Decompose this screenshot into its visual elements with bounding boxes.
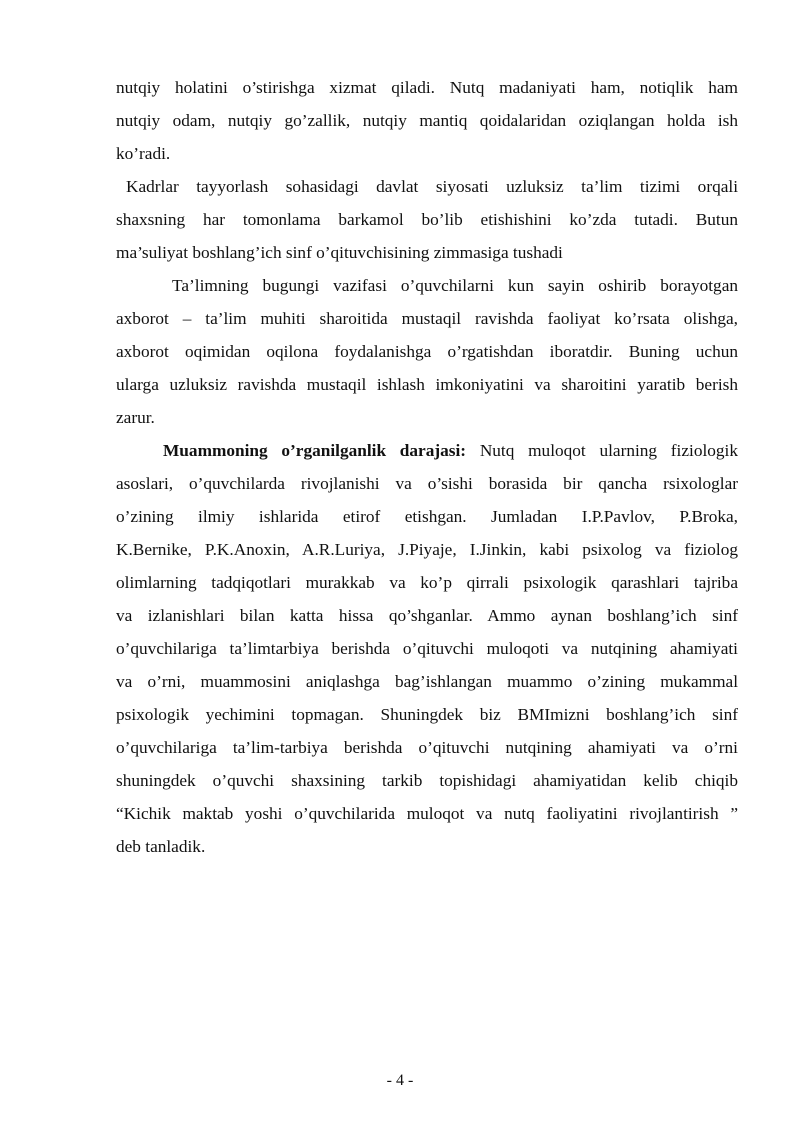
text-line: nutqiy holatini o’stirishga xizmat qiladi. Nutq madaniyati ham, notiqlik ham — [116, 78, 738, 97]
text-line: shaxsning har tomonlama barkamol bo’lib etishishini ko’zda tutadi. Butun — [116, 210, 738, 229]
text-line: olimlarning tadqiqotlari murakkab va ko’p qirrali psixologik qarashlari tajriba — [116, 573, 738, 592]
text-line: ularga uzluksiz ravishda mustaqil ishlash imkoniyatini va sharoitini yaratib berish — [116, 375, 738, 394]
text-line: o’quvchilariga ta’lim-tarbiya berishda o’qituvchi nutqining ahamiyati va o’rni — [116, 738, 738, 757]
text-line: va o’rni, muammosini aniqlashga bag’ishlangan muammo o’zining mukammal — [116, 672, 738, 691]
text-line: “Kichik maktab yoshi o’quvchilarida muloqot va nutq faoliyatini rivojlantirish ” — [116, 804, 738, 823]
text-line: zarur. — [116, 408, 155, 427]
text-line: o’quvchilariga ta’limtarbiya berishda o’qituvchi muloqoti va nutqining ahamiyati — [116, 639, 738, 658]
text-line: va izlanishlari bilan katta hissa qo’shganlar. Ammo aynan boshlang’ich sinf — [116, 606, 738, 625]
text-line: deb tanladik. — [116, 837, 206, 856]
text-fragment: Nutq muloqot ularning fiziologik — [479, 441, 738, 460]
section-heading: Muammoning o’rganilganlik darajasi: — [163, 441, 467, 460]
text-line: Kadrlar tayyorlash sohasidagi davlat siyosati uzluksiz ta’lim tizimi orqali — [126, 177, 738, 196]
text-line: ma’suliyat boshlang’ich sinf o’qituvchisining zimmasiga tushadi — [116, 243, 563, 262]
text-line: nutqiy odam, nutqiy go’zallik, nutqiy mantiq qoidalaridan oziqlangan holda ish — [116, 111, 738, 130]
text-line: axborot oqimidan oqilona foydalanishga o’rgatishdan iboratdir. Buning uchun — [116, 342, 738, 361]
text-line: ko’radi. — [116, 144, 171, 163]
text-line: Ta’limning bugungi vazifasi o’quvchilarni kun sayin oshirib borayotgan — [172, 276, 738, 295]
text-line: axborot – ta’lim muhiti sharoitida mustaqil ravishda faoliyat ko’rsata olishga, — [116, 309, 738, 328]
text-line: K.Bernike, P.K.Anoxin, A.R.Luriya, J.Piyaje, I.Jinkin, kabi psixolog va fiziolog — [116, 540, 738, 559]
text-line: psixologik yechimini topmagan. Shuningdek biz BMImizni boshlang’ich sinf — [116, 705, 738, 724]
page-number: - 4 - — [386, 1072, 414, 1089]
heading-line — [163, 441, 738, 461]
text-line: shuningdek o’quvchi shaxsining tarkib topishidagi ahamiyatidan kelib chiqib — [116, 771, 738, 790]
text-line: o’zining ilmiy ishlarida etirof etishgan. Jumladan I.P.Pavlov, P.Broka, — [116, 507, 738, 526]
text-line: asoslari, o’quvchilarda rivojlanishi va o’sishi borasida bir qancha rsixologlar — [116, 474, 738, 493]
